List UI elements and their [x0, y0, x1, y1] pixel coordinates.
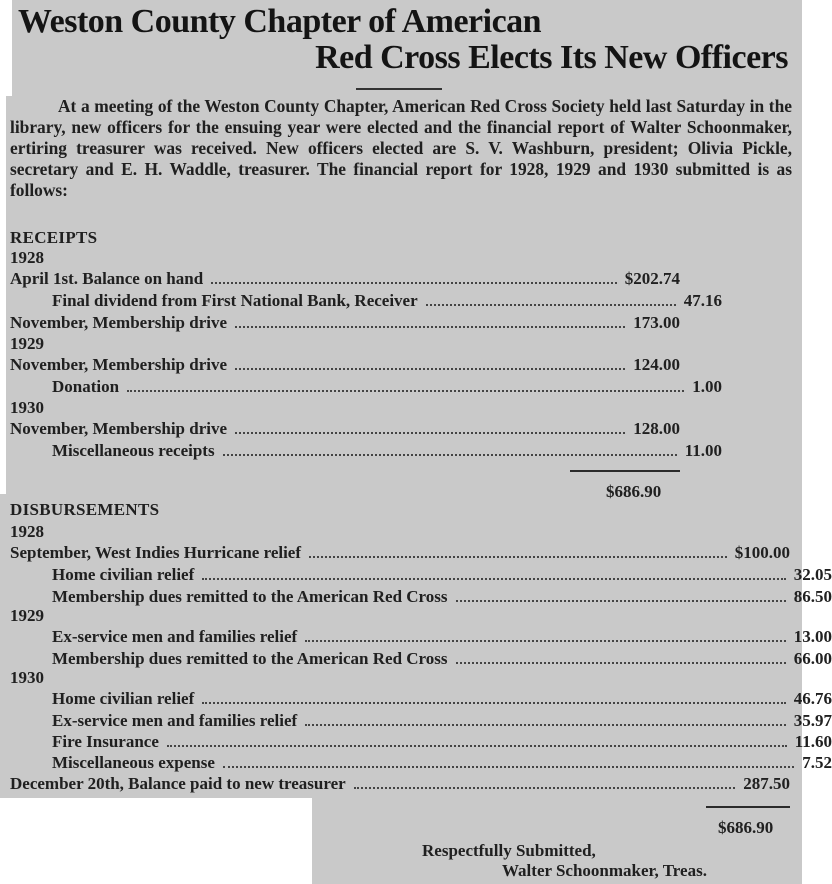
disbursement-row — [10, 773, 790, 794]
disbursement-row — [10, 626, 832, 647]
disbursement-amount: 287.50 — [743, 774, 790, 793]
receipt-amount: 1.00 — [692, 377, 722, 396]
disbursement-label: September, West Indies Hurricane relief — [10, 543, 302, 562]
receipts-year-1929: 1929 — [10, 334, 44, 353]
disbursement-amount: 66.00 — [793, 649, 832, 668]
receipt-row — [10, 354, 680, 375]
receipts-total-rule — [570, 470, 680, 472]
intro-paragraph: At a meeting of the Weston County Chapter, American Red Cross Society held last Saturday in the library, new officers for the ensuing year were elected and the financial report of Walter Schoonmaker, ertiring treasurer was received. New officers elected are S. V. Washburn, president; Olivia Pickle, secretary and E. H. Waddle, treasurer. The financial report for 1928, 1929 and 1930 submitted is as follows: — [10, 96, 792, 200]
disbursement-amount: 32.05 — [793, 565, 832, 584]
disbursement-row — [10, 731, 832, 752]
receipt-amount: 173.00 — [633, 313, 680, 332]
disbursements-total-rule — [706, 806, 790, 808]
disbursement-label: Ex-service men and families relief — [52, 627, 298, 646]
disbursement-amount: 11.60 — [794, 732, 832, 751]
receipt-row — [10, 312, 680, 333]
receipt-amount: 128.00 — [633, 419, 680, 438]
receipt-row — [10, 376, 722, 397]
receipts-year-1928: 1928 — [10, 248, 44, 267]
disbursement-label: Fire Insurance — [52, 732, 159, 751]
receipt-label: November, Membership drive — [10, 355, 228, 374]
disbursement-row — [10, 564, 832, 585]
receipt-amount: 124.00 — [633, 355, 680, 374]
disbursement-label: Ex-service men and families relief — [52, 711, 298, 730]
disbursement-row — [10, 688, 832, 709]
disbursement-row — [10, 586, 832, 607]
disbursement-label: Miscellaneous expense — [52, 753, 215, 772]
disbursements-year-1930: 1930 — [10, 668, 44, 687]
disbursement-amount: 7.52 — [802, 753, 832, 772]
disbursement-row — [10, 710, 832, 731]
receipt-row — [10, 268, 680, 289]
disbursement-row — [10, 542, 790, 563]
receipt-amount: 11.00 — [684, 441, 722, 460]
disbursement-label: Membership dues remitted to the American Red Cross — [52, 649, 448, 668]
disbursements-year-1928: 1928 — [10, 522, 44, 541]
receipt-label: April 1st. Balance on hand — [10, 269, 204, 288]
signature-line-2: Walter Schoonmaker, Treas. — [502, 861, 707, 880]
disbursements-year-1929: 1929 — [10, 606, 44, 625]
disbursement-amount: 13.00 — [793, 627, 832, 646]
receipt-row — [10, 418, 680, 439]
disbursement-amount: 35.97 — [793, 711, 832, 730]
receipts-year-1930: 1930 — [10, 398, 44, 417]
receipt-row — [10, 440, 722, 461]
disbursements-heading: DISBURSEMENTS — [10, 500, 160, 519]
disbursement-row — [10, 752, 832, 773]
headline-rule — [356, 88, 442, 90]
receipts-heading: RECEIPTS — [10, 228, 98, 247]
receipt-row — [10, 290, 722, 311]
disbursement-amount: $100.00 — [734, 543, 790, 562]
receipt-label: November, Membership drive — [10, 419, 228, 438]
signature-line-1: Respectfully Submitted, — [422, 841, 596, 860]
disbursement-label: Home civilian relief — [52, 689, 195, 708]
disbursement-row — [10, 648, 832, 669]
receipt-label: November, Membership drive — [10, 313, 228, 332]
disbursement-amount: 46.76 — [793, 689, 832, 708]
disbursement-amount: 86.50 — [793, 587, 832, 606]
receipt-label: Donation — [52, 377, 120, 396]
disbursement-label: Membership dues remitted to the American Red Cross — [52, 587, 448, 606]
headline-line-2: Red Cross Elects Its New Officers — [315, 39, 788, 76]
receipts-total: $686.90 — [606, 482, 662, 501]
disbursements-total: $686.90 — [718, 818, 774, 837]
disbursement-label: December 20th, Balance paid to new treasurer — [10, 774, 346, 793]
receipt-label: Miscellaneous receipts — [52, 441, 215, 460]
headline-line-1: Weston County Chapter of American — [18, 3, 542, 40]
disbursement-label: Home civilian relief — [52, 565, 195, 584]
receipt-amount: $202.74 — [624, 269, 680, 288]
receipt-label: Final dividend from First National Bank, Receiver — [52, 291, 418, 310]
receipt-amount: 47.16 — [683, 291, 722, 310]
